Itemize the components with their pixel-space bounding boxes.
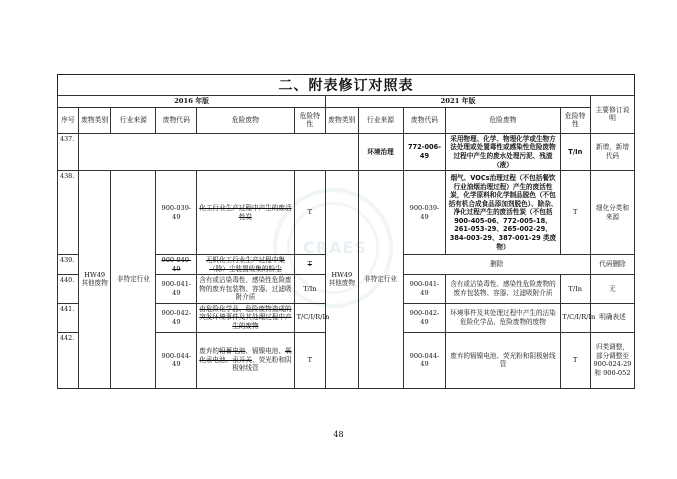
header-category-2016: 废物类别	[78, 107, 110, 133]
waste-old-text-c: 、镉镍电池、	[245, 347, 285, 356]
header-property-2021: 危险特性	[560, 107, 590, 133]
code-old-cell: 900-039-49	[156, 171, 197, 255]
property-old-cell: T	[294, 255, 325, 275]
waste-old-text-e: 、荧光粉和阴极射线管	[232, 355, 292, 373]
note-cell: 无	[590, 275, 634, 304]
header-note: 主要修订说明	[590, 96, 634, 134]
waste-old-cell: 含有或沾染毒性、感染性危险废物的废弃包装物、容器、过滤吸附介质	[197, 275, 294, 304]
header-category-2021: 废物类别	[326, 107, 358, 133]
property-new-cell: T	[560, 332, 590, 388]
note-cell: 明确表述	[590, 303, 634, 332]
property-new-cell: T/C/I/R/In	[560, 303, 590, 332]
waste-old-cell: 化工行业生产过程中产生的废活性炭	[197, 171, 294, 255]
header-property-2016: 危险特性	[294, 107, 325, 133]
waste-old-cell	[197, 332, 294, 388]
waste-old-cell: 无机化工行业生产过程中集（除）尘装置收集的粉尘	[197, 255, 294, 275]
code-old-cell: 900-044-49	[156, 332, 197, 388]
header-seq: 序号	[58, 107, 79, 133]
property-new-cell: T	[560, 171, 590, 255]
property-new-cell: T/In	[560, 133, 590, 170]
property-new-cell: T/In	[560, 275, 590, 304]
row-seq: 442.	[58, 332, 79, 388]
row-seq: 438.	[58, 171, 79, 255]
note-cell: 归类调整，部分调整至 900-024-29 和 900-052	[590, 332, 634, 388]
comparison-table	[57, 95, 635, 389]
group-header-2016: 2016 年版	[58, 96, 326, 108]
note-cell: 新增，新增代码	[590, 133, 634, 170]
waste-new-cell: 烟气、VOCs治理过程（不包括餐饮行业油烟治理过程）产生的废活性炭，化学原料和化学制品脱色（不包括有机合成食品添加剂脱色）、除杂、净化过程产生的废活性炭（不包括 900-405-06、772-005-18、261-053-29、265-002-29、384-003-29、387-001-29 类废物）	[446, 171, 560, 255]
deleted-cell: 删除	[403, 255, 590, 275]
watermark-text: CRAES	[303, 238, 367, 257]
row-seq: 439.	[58, 255, 79, 275]
code-new-cell: 772-006-49	[403, 133, 446, 170]
waste-new-cell: 采用物理、化学、物理化学或生物方法处理或处置毒性或感染性危险废物过程中产生的废水处理污泥、残渣（液）	[446, 133, 560, 170]
row-seq: 441.	[58, 303, 79, 332]
property-old-cell: T	[294, 171, 325, 255]
code-new-cell: 900-039-49	[403, 171, 446, 255]
header-code-2016: 废物代码	[156, 107, 197, 133]
code-old-cell: 900-042-49	[156, 303, 197, 332]
waste-old-text-b: 铅蓄电池	[219, 347, 246, 356]
property-old-cell: T/C/I/R/In	[294, 303, 325, 332]
page-number: 48	[333, 430, 344, 439]
waste-new-cell: 含有或沾染毒性、感染性危险废物的废弃包装物、容器、过滤吸附介质	[446, 275, 560, 304]
waste-new-cell: 环境事件及其处理过程中产生的沾染危险化学品、危险废物的废物	[446, 303, 560, 332]
group-header-2021: 2021 年版	[326, 96, 591, 108]
note-cell: 细化分类和来源	[590, 171, 634, 255]
property-old-cell: T	[294, 332, 325, 388]
waste-old-cell: 由危险化学品、危险废物造成的突发环境事件及其处理过程中产生的废物	[197, 303, 294, 332]
code-new-cell: 900-044-49	[403, 332, 446, 388]
table-row	[58, 171, 635, 255]
row-seq: 437.	[58, 133, 79, 170]
row-seq: 440.	[58, 275, 79, 304]
code-new-cell: 900-041-49	[403, 275, 446, 304]
waste-new-cell: 废弃的镉镍电池、荧光粉和阴极射线管	[446, 332, 560, 388]
category-2021-cell: HW49 其他废物	[326, 171, 358, 389]
note-cell: 代码删除	[590, 255, 634, 275]
industry-new-cell: 环境治理	[358, 133, 403, 170]
category-2016-cell: HW49 其他废物	[78, 171, 110, 389]
header-industry-2016: 行业来源	[111, 107, 156, 133]
header-waste-2021: 危险废物	[446, 107, 560, 133]
waste-old-text-a: 废弃的	[199, 347, 220, 356]
industry-2016-cell: 非特定行业	[111, 171, 156, 389]
waste-old-text-d: 氧化汞电池、汞开关	[199, 347, 292, 364]
code-old-cell: 900-041-49	[156, 275, 197, 304]
code-new-cell: 900-042-49	[403, 303, 446, 332]
property-old-cell: T/In	[294, 275, 325, 304]
code-old-cell: 900-040-49	[156, 255, 197, 275]
header-industry-2021: 行业来源	[358, 107, 403, 133]
table-title: 二、附表修订对照表	[57, 74, 635, 96]
header-waste-2016: 危险废物	[197, 107, 294, 133]
empty-2016-cell	[78, 133, 358, 170]
table-row	[58, 133, 635, 170]
industry-2021-cell: 非特定行业	[358, 171, 403, 389]
header-code-2021: 废物代码	[403, 107, 446, 133]
